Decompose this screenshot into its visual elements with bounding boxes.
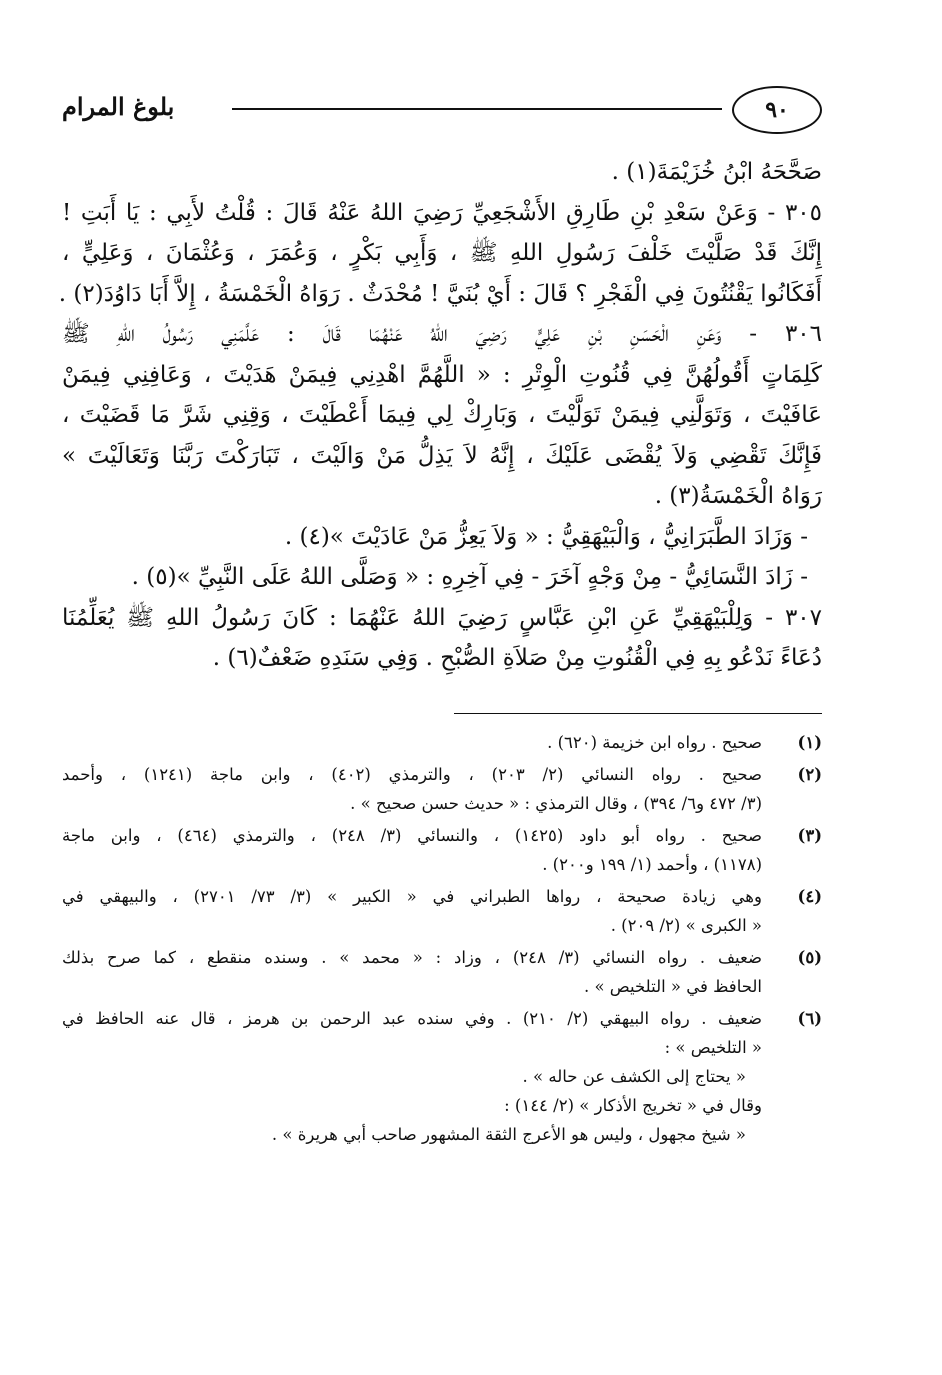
page-header (62, 78, 822, 142)
footnote-line: « الكبرى » (٢/ ٢٠٩) . (610, 915, 762, 935)
footnote-number: (٥) (797, 947, 822, 967)
footnote-line: ضعيف . رواه البيهقي (٢/ ٢١٠) . وفي سنده عبد الرحمن بن هرمز ، قال عنه الحافظ في (62, 1008, 762, 1028)
footnote-line: ضعيف . رواه النسائي (٣/ ٢٤٨) ، وزاد : « محمد » . وسنده منقطع ، كما صرح بذلك (62, 947, 762, 967)
footnote-text (62, 728, 762, 757)
footnote-line: (٣/ ٤٧٢ و٦/ ٣٩٤) ، وقال الترمذي : « حديث حسن صحيح » . (350, 793, 762, 813)
body-line: أَفَكَانُوا يَقْنُتُونَ فِي الْفَجْرِ ؟ قَالَ : أَيْ بُنَيَّ ! مُحْدَثٌ . رَوَاهُ الْخَمْسَةُ ، إِلاَّ أَبَا دَاوُدَ(٢) . (58, 280, 822, 307)
footnote-line: وهي زيادة صحيحة ، رواها الطبراني في « الكبير » (٣/ ٧٣/ ٢٧٠١) ، والبيهقي في (62, 886, 762, 906)
footnote (62, 1004, 822, 1149)
book-page (58, 78, 822, 1152)
body-line: صَحَّحَهُ ابْنُ خُزَيْمَةَ(١) . (611, 159, 822, 185)
page-number: ٩٠ (732, 86, 822, 134)
footnote (62, 728, 822, 757)
footnote-text (62, 821, 762, 879)
body-line: كَلِمَاتٍ أَقُولُهُنَّ فِي قُنُوتِ الْوِتْرِ : « اللَّهُمَّ اهْدِنِي فِيمَنْ هَدَيْتَ ، وَعَافِنِي فِيمَنْ (62, 361, 822, 388)
footnote (62, 943, 822, 1001)
main-text (58, 152, 822, 679)
footnote-number: (٢) (797, 764, 822, 784)
body-line: ٣٠٦ - وَعَنِ الْحَسَنِ بْنِ عَلِيٍّ رَضِيَ اللهُ عَنْهُمَا قَالَ : عَلَّمَنِي رَسُولُ اللهِ ﷺ (62, 321, 822, 347)
footnote-text (62, 1004, 762, 1149)
body-line: ٣٠٧ - وَلِلْبَيْهَقِيِّ عَنِ ابْنِ عَبَّاسٍ رَضِيَ اللهُ عَنْهُمَا : كَانَ رَسُولُ اللهِ ﷺ يُعَلِّمُنَا (62, 604, 822, 631)
body-line: عَافَيْتَ ، وَتَوَلَّنِي فِيمَنْ تَوَلَّيْتَ ، وَبَارِكْ لِي فِيمَا أَعْطَيْتَ ، وَقِنِي شَرَّ مَا قَضَيْتَ ، (62, 402, 822, 428)
footnote-number: (١) (797, 732, 822, 752)
footnote-line: وقال في « تخريج الأذكار » (٢/ ١٤٤) : (504, 1095, 762, 1115)
body-line: رَوَاهُ الْخَمْسَةُ(٣) . (654, 483, 822, 509)
footnote (62, 821, 822, 879)
footnote-line: صحيح . رواه أبو داود (١٤٢٥) ، والنسائي (٣/ ٢٤٨) ، والترمذي (٤٦٤) ، وابن ماجة (62, 825, 762, 845)
footnote-line: الحافظ في « التلخيص » . (583, 976, 762, 996)
body-line: دُعَاءً نَدْعُو بِهِ فِي الْقُنُوتِ مِنْ صَلاَةِ الصُّبْحِ . وَفِي سَنَدِهِ ضَعْفٌ(٦) . (212, 645, 822, 671)
footnote-text (62, 760, 762, 818)
header-rule (232, 108, 722, 110)
footnote-number: (٣) (797, 825, 822, 845)
body-line: - وَزَادَ الطَّبَرَانِيُّ ، وَالْبَيْهَقِيُّ : « وَلاَ يَعِزُّ مَنْ عَادَيْتَ »(٤) . (284, 523, 808, 550)
footnote (62, 760, 822, 818)
footnote-separator (454, 713, 822, 714)
body-line: ٣٠٥ - وَعَنْ سَعْدِ بْنِ طَارِقِ الأَشْجَعِيِّ رَضِيَ اللهُ عَنْهُ قَالَ : قُلْتُ لأَبِي : يَا أَبَتِ ! (62, 199, 822, 226)
footnote-number: (٦) (797, 1008, 822, 1028)
book-title: بلوغ المرام (62, 92, 175, 121)
body-line: - زَادَ النَّسَائِيُّ - مِنْ وَجْهٍ آخَرَ - فِي آخِرِهِ : « وَصَلَّى اللهُ عَلَى النَّبِيِّ »(٥) . (131, 564, 808, 590)
footnote-number: (٤) (797, 886, 822, 906)
body-line: فَإِنَّكَ تَقْضِي وَلاَ يُقْضَى عَلَيْكَ ، إِنَّهُ لاَ يَذِلُّ مَنْ وَالَيْتَ ، تَبَارَكْتَ رَبَّنَا وَتَعَالَيْتَ » (62, 442, 822, 469)
footnote-line: (١١٧٨) ، وأحمد (١/ ١٩٩ و٢٠٠) . (542, 854, 762, 874)
body-line: إِنَّكَ قَدْ صَلَّيْتَ خَلْفَ رَسُولِ اللهِ ﷺ ، وَأَبِي بَكْرٍ ، وَعُمَرَ ، وَعُثْمَانَ ، وَعَلِيٍّ ، (62, 240, 822, 266)
footnote-line: صحيح . رواه ابن خزيمة (٦٢٠) . (547, 732, 762, 752)
footnote-line: صحيح . رواه النسائي (٢/ ٢٠٣) ، والترمذي (٤٠٢) ، وابن ماجة (١٢٤١) ، وأحمد (62, 764, 763, 784)
footnote-text (62, 882, 762, 940)
footnote (62, 882, 822, 940)
footnotes (62, 728, 822, 1149)
footnote-line: « شيخ مجهول ، وليس هو الأعرج الثقة المشهور صاحب أبي هريرة » . (271, 1124, 746, 1144)
footnote-text (62, 943, 762, 1001)
footnote-line: « التلخيص » : (664, 1037, 762, 1057)
footnote-line: « يحتاج إلى الكشف عن حاله » . (522, 1066, 746, 1086)
